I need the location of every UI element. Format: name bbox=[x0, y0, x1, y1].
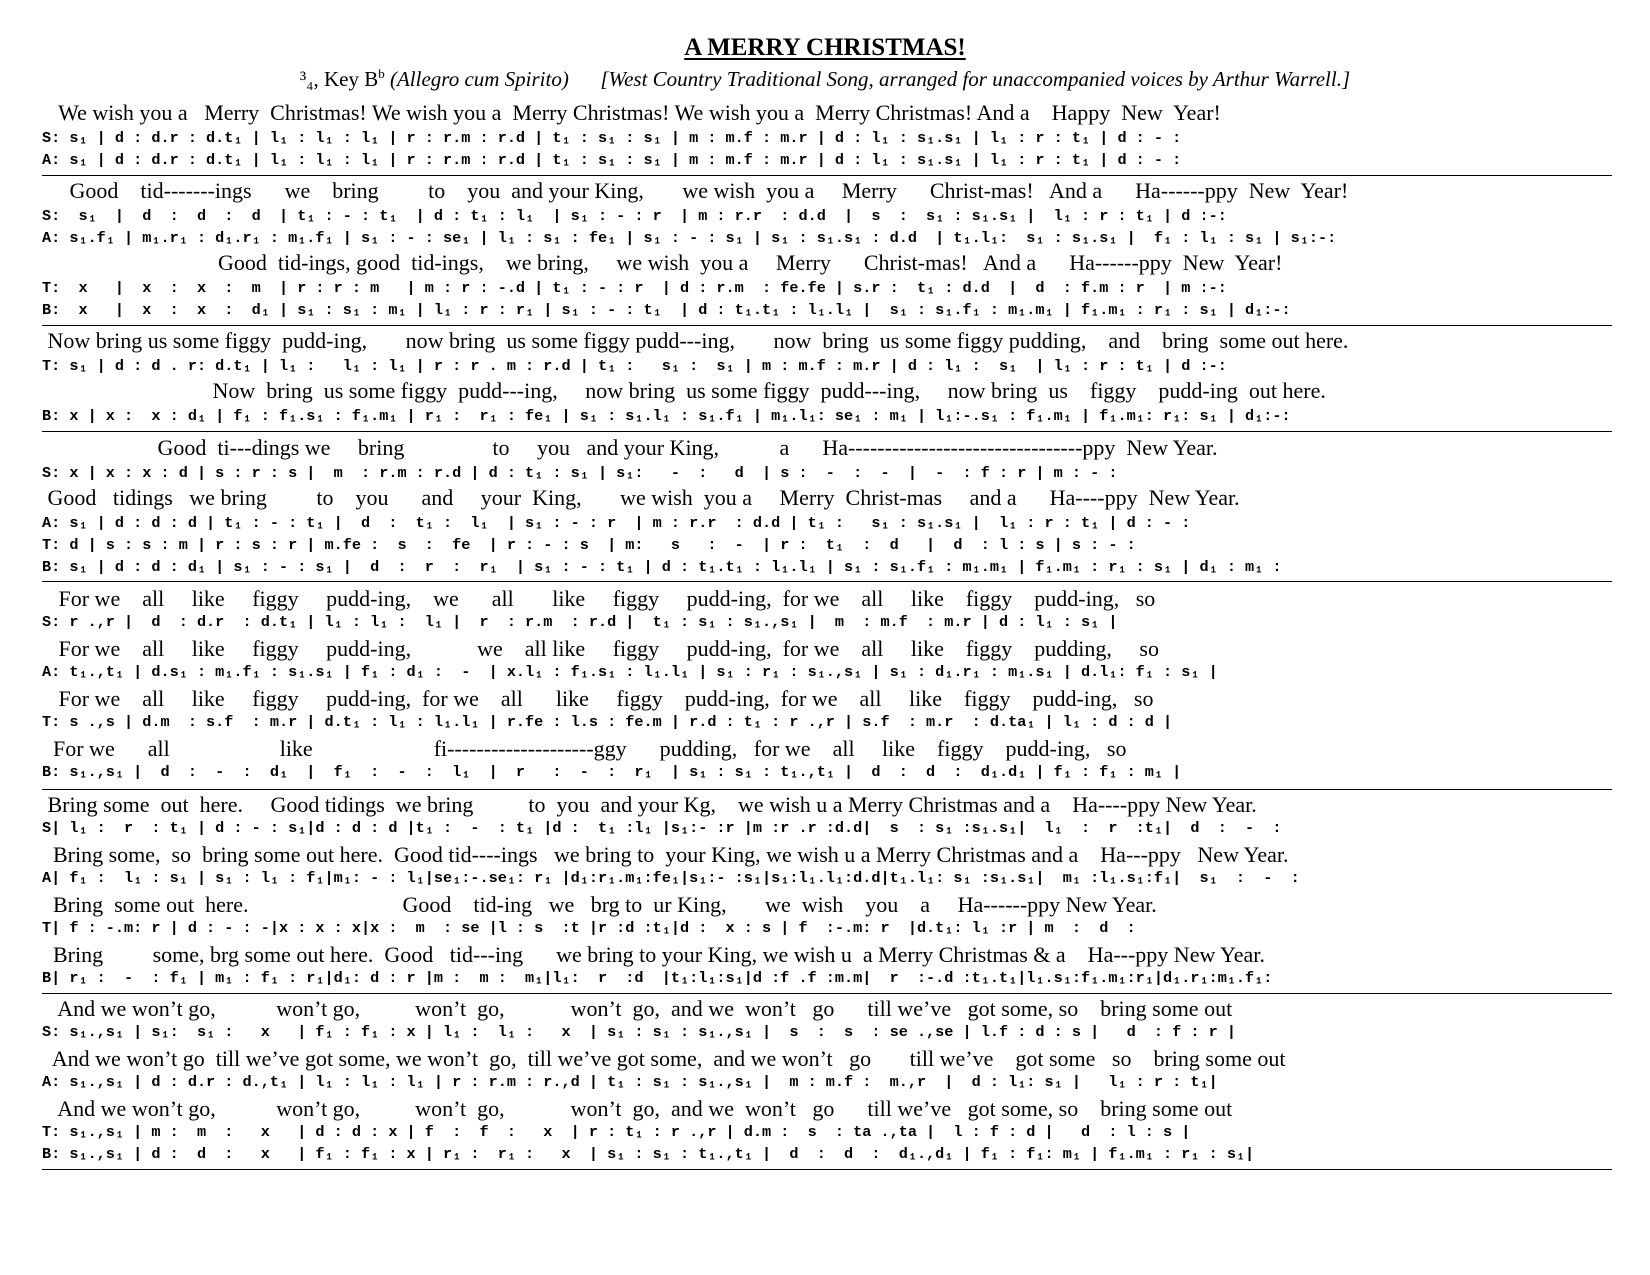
lyric-line: Good tidings we bring to you and your King, we wish you a Merry Christ-mas and a Ha----ppy New Year. bbox=[42, 485, 1240, 510]
lyric-line: For we all like figgy pudd-ing, we all like figgy pudd-ing, for we all like figgy pudding, so bbox=[42, 636, 1159, 661]
bass-notes: B: x | x : x : d₁ | f₁ : f₁.s₁ : f₁.m₁ | r₁ : r₁ : fe₁ | s₁ : s₁.l₁ : s₁.f₁ | m₁.l₁: se₁ : m₁ | l₁:-.s₁ : f₁.m₁ | f₁.m₁: r₁: s₁ | d₁:-: bbox=[42, 407, 1291, 425]
tenor-notes: T: s .,s | d.m : s.f : m.r | d.t₁ : l₁ : l₁.l₁ | r.fe : l.s : fe.m | r.d : t₁ : r .,r | s.f : m.r : d.ta₁ | l₁ : d : d | bbox=[42, 713, 1173, 731]
lyric-line: Bring some, brg some out here. Good tid---ing we bring to your King, we wish u a Merry Christmas & a Ha---ppy New Year. bbox=[42, 942, 1265, 967]
soprano-notes: S: x | x : x : d | s : r : s | m : r.m : r.d | d : t₁ : s₁ | s₁: - : d | s : - : - | - : f : r | m : - : bbox=[42, 464, 1118, 482]
page-title: A MERRY CHRISTMAS! bbox=[684, 34, 966, 61]
alto-notes: A: s₁ | d : d.r : d.t₁ | l₁ : l₁ : l₁ | r : r.m : r.d | t₁ : s₁ : s₁ | m : m.f : m.r | d : l₁ : s₁.s₁ | l₁ : r : t₁ | d : - : bbox=[42, 151, 1182, 169]
alto-notes: A: s₁.f₁ | m₁.r₁ : d₁.r₁ : m₁.f₁ | s₁ : - : se₁ | l₁ : s₁ : fe₁ | s₁ : - : s₁ | s₁ : s₁.s₁ : d.d | t₁.l₁: s₁ : s₁.s₁ | f₁ : l₁ : s₁ | s₁:-: bbox=[42, 229, 1337, 247]
tenor-notes: T| f : -.m: r | d : - : -|x : x : x|x : m : se |l : s :t |r :d :t₁|d : x : s | f :-.m: r |d.t₁: l₁ :r | m : d : bbox=[42, 919, 1136, 937]
alto-notes: A| f₁ : l₁ : s₁ | s₁ : l₁ : f₁|m₁: - : l₁|se₁:-.se₁: r₁ |d₁:r₁.m₁:fe₁|s₁:- :s₁|s₁:l₁.l₁:d.d|t₁.l₁: s₁ :s₁.s₁| m₁ :l₁.s₁:f₁| s₁ : - : bbox=[42, 869, 1300, 887]
system-divider bbox=[42, 1169, 1612, 1170]
bass-notes: B: s₁.,s₁ | d : d : x | f₁ : f₁ : x | r₁ : r₁ : x | s₁ : s₁ : t₁.,t₁ | d : d : d₁.,d₁ | f₁ : f₁: m₁ | f₁.m₁ : r₁ : s₁| bbox=[42, 1145, 1255, 1163]
tenor-notes: T: x | x : x : m | r : r : m | m : r : -.d | t₁ : - : r | d : r.m : fe.fe | s.r : t₁ : d.d | d : f.m : r | m :-: bbox=[42, 279, 1227, 297]
lyric-line: Bring some out here. Good tidings we bring to you and your Kg, we wish u a Merry Christmas and a Ha----ppy New Year. bbox=[42, 792, 1257, 817]
bass-notes: B: x | x : x : d₁ | s₁ : s₁ : m₁ | l₁ : r : r₁ | s₁ : - : t₁ | d : t₁.t₁ : l₁.l₁ | s₁ : s₁.f₁ : m₁.m₁ | f₁.m₁ : r₁ : s₁ | d₁:-: bbox=[42, 301, 1291, 319]
lyric-line: For we all like fi--------------------ggy pudding, for we all like figgy pudd-ing, so bbox=[42, 736, 1127, 761]
tenor-notes: T: s₁ | d : d . r: d.t₁ | l₁ : l₁ : l₁ | r : r . m : r.d | t₁ : s₁ : s₁ | m : m.f : m.r | d : l₁ : s₁ | l₁ : r : t₁ | d :-: bbox=[42, 357, 1227, 375]
lyric-line: We wish you a Merry Christmas! We wish you a Merry Christmas! We wish you a Merry Christmas! And a Happy New Year! bbox=[42, 100, 1221, 125]
lyric-line: Bring some out here. Good tid-ing we brg to ur King, we wish you a Ha------ppy New Year. bbox=[42, 892, 1157, 917]
bass-notes: B: s₁.,s₁ | d : - : d₁ | f₁ : - : l₁ | r : - : r₁ | s₁ : s₁ : t₁.,t₁ | d : d : d₁.d₁ | f₁ : f₁ : m₁ | bbox=[42, 763, 1182, 781]
alto-notes: A: s₁ | d : d : d | t₁ : - : t₁ | d : t₁ : l₁ | s₁ : - : r | m : r.r : d.d | t₁ : s₁ : s₁.s₁ | l₁ : r : t₁ | d : - : bbox=[42, 514, 1191, 532]
lyric-line: Good ti---dings we bring to you and your King, a Ha--------------------------------ppy New Year. bbox=[42, 435, 1218, 460]
bass-notes: B: s₁ | d : d : d₁ | s₁ : - : s₁ | d : r : r₁ | s₁ : - : t₁ | d : t₁.t₁ : l₁.l₁ | s₁ : s₁.f₁ : m₁.m₁ | f₁.m₁ : r₁ : s₁ | d₁ : m₁ : bbox=[42, 558, 1282, 576]
lyric-line: Bring some, so bring some out here. Good tid----ings we bring to your King, we wish u a Merry Christmas and a Ha---ppy New Year. bbox=[42, 842, 1289, 867]
lyric-line: Now bring us some figgy pudd---ing, now bring us some figgy pudd---ing, now bring us figgy pudd-ing out here. bbox=[42, 378, 1326, 403]
system-divider bbox=[42, 175, 1612, 176]
lyric-line: For we all like figgy pudd-ing, we all like figgy pudd-ing, for we all like figgy pudd-ing, so bbox=[42, 586, 1156, 611]
lyric-line: Now bring us some figgy pudd-ing, now bring us some figgy pudd---ing, now bring us some figgy pudding, and bring some out here. bbox=[42, 328, 1349, 353]
lyric-line: And we won’t go, won’t go, won’t go, won’t go, and we won’t go till we’ve got some, so bring some out bbox=[42, 996, 1233, 1021]
soprano-notes: S| l₁ : r : t₁ | d : - : s₁|d : d : d |t₁ : - : t₁ |d : t₁ :l₁ |s₁:- :r |m :r .r :d.d| s : s₁ :s₁.s₁| l₁ : r :t₁| d : - : bbox=[42, 819, 1282, 837]
alto-notes: A: s₁.,s₁ | d : d.r : d.,t₁ | l₁ : l₁ : l₁ | r : r.m : r.,d | t₁ : s₁ : s₁.,s₁ | m : m.f : m.,r | d : l₁: s₁ | l₁ : r : t₁| bbox=[42, 1073, 1218, 1091]
key-accidental: b bbox=[378, 66, 385, 81]
system-divider bbox=[42, 431, 1612, 432]
tenor-notes: T: s₁.,s₁ | m : m : x | d : d : x | f : f : x | r : t₁ : r .,r | d.m : s : ta .,ta | l : f : d | d : l : s | bbox=[42, 1123, 1191, 1141]
lyric-line: For we all like figgy pudd-ing, for we all like figgy pudd-ing, for we all like figgy pudd-ing, so bbox=[42, 686, 1154, 711]
soprano-notes: S: s₁ | d : d : d | t₁ : - : t₁ | d : t₁ : l₁ | s₁ : - : r | m : r.r : d.d | s : s₁ : s₁.s₁ | l₁ : r : t₁ | d :-: bbox=[42, 207, 1227, 225]
system-divider bbox=[42, 789, 1612, 790]
soprano-notes: S: s₁ | d : d.r : d.t₁ | l₁ : l₁ : l₁ | r : r.m : r.d | t₁ : s₁ : s₁ | m : m.f : m.r | d : l₁ : s₁.s₁ | l₁ : r : t₁ | d : - : bbox=[42, 129, 1182, 147]
system-divider bbox=[42, 325, 1612, 326]
key-label: , Key B bbox=[313, 67, 379, 91]
lyric-line: Good tid-ings, good tid-ings, we bring, we wish you a Merry Christ-mas! And a Ha------ppy New Year! bbox=[42, 250, 1283, 275]
lyric-line: Good tid-------ings we bring to you and your King, we wish you a Merry Christ-mas! And a Ha------ppy New Year! bbox=[42, 178, 1349, 203]
tempo-marking: (Allegro cum Spirito) bbox=[389, 67, 569, 91]
soprano-notes: S: r .,r | d : d.r : d.t₁ | l₁ : l₁ : l₁ | r : r.m : r.d | t₁ : s₁ : s₁.,s₁ | m : m.f : m.r | d : l₁ : s₁ | bbox=[42, 613, 1118, 631]
attribution: [West Country Traditional Song, arranged for unaccompanied voices by Arthur Warrell.] bbox=[600, 67, 1351, 91]
lyric-line: And we won’t go till we’ve got some, we won’t go, till we’ve got some, and we won’t go till we’ve got some so bring some out bbox=[42, 1046, 1286, 1071]
lyric-line: And we won’t go, won’t go, won’t go, won’t go, and we won’t go till we’ve got some, so bring some out bbox=[42, 1096, 1233, 1121]
subtitle bbox=[0, 66, 1650, 92]
bass-notes: B| r₁ : - : f₁ | m₁ : f₁ : r₁|d₁: d : r |m : m : m₁|l₁: r :d |t₁:l₁:s₁|d :f .f :m.m| r :-.d :t₁.t₁|l₁.s₁:f₁.m₁:r₁|d₁.r₁:m₁.f₁: bbox=[42, 969, 1273, 987]
time-signature: ³₄ bbox=[299, 67, 314, 91]
soprano-notes: S: s₁.,s₁ | s₁: s₁ : x | f₁ : f₁ : x | l₁ : l₁ : x | s₁ : s₁ : s₁.,s₁ | s : s : se .,se | l.f : d : s | d : f : r | bbox=[42, 1023, 1236, 1041]
tenor-notes: T: d | s : s : m | r : s : r | m.fe : s : fe | r : - : s | m: s : - | r : t₁ : d | d : l : s | s : - : bbox=[42, 536, 1136, 554]
alto-notes: A: t₁.,t₁ | d.s₁ : m₁.f₁ : s₁.s₁ | f₁ : d₁ : - | x.l₁ : f₁.s₁ : l₁.l₁ | s₁ : r₁ : s₁.,s₁ | s₁ : d₁.r₁ : m₁.s₁ | d.l₁: f₁ : s₁ | bbox=[42, 663, 1218, 681]
system-divider bbox=[42, 993, 1612, 994]
system-divider bbox=[42, 581, 1612, 582]
